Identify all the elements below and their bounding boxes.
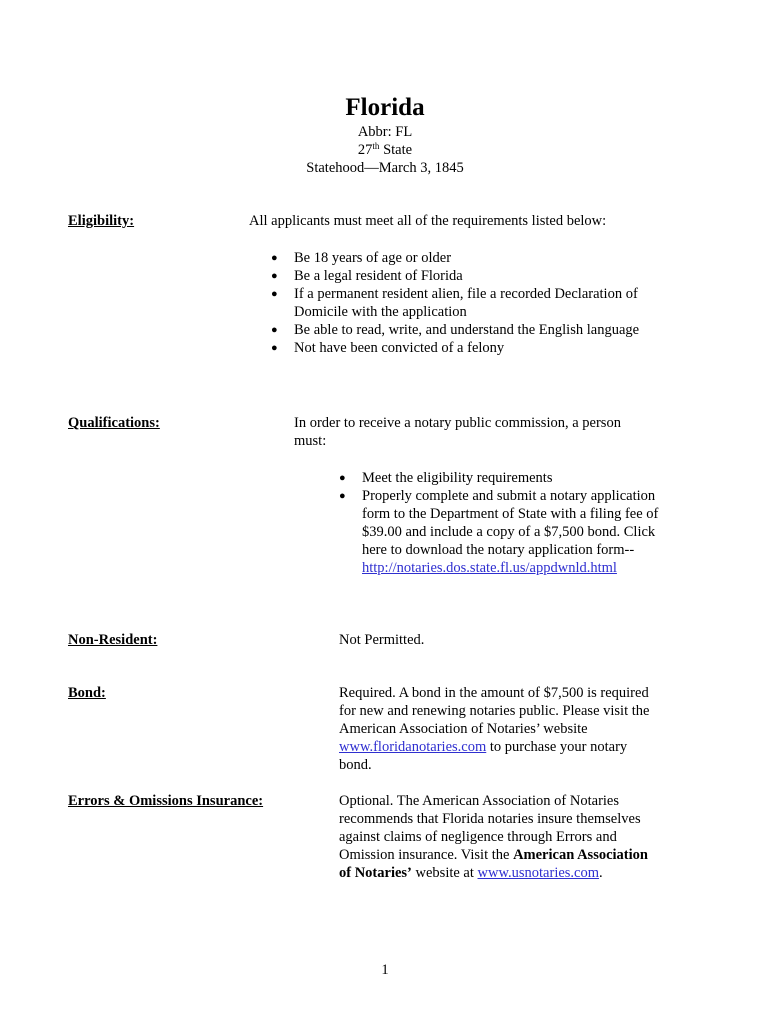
list-item xyxy=(271,267,671,285)
list-item-text: Be able to read, write, and understand the English language xyxy=(294,322,640,338)
list-item xyxy=(271,285,671,321)
list-item-text: If a permanent resident alien, file a recorded Declaration of Domicile with the application xyxy=(294,286,638,320)
non-resident-text: Not Permitted. xyxy=(339,632,425,648)
eo-text-after: . xyxy=(599,865,603,881)
state-abbreviation: Abbr: FL xyxy=(357,124,413,140)
page-title: Florida xyxy=(345,94,425,121)
eligibility-intro: All applicants must meet all of the requirements listed below: xyxy=(249,213,607,229)
qualifications-label: Qualifications: xyxy=(68,415,160,431)
list-item-text: Meet the eligibility requirements xyxy=(362,470,553,486)
bullet-icon: ● xyxy=(271,288,278,300)
list-item xyxy=(271,339,671,357)
bond-label: Bond: xyxy=(68,685,106,701)
bullet-icon: ● xyxy=(271,270,278,282)
bond-text-before: Required. A bond in the amount of $7,500 is required for new and renewing notaries public. Please visit the American Association of Notaries’ website xyxy=(339,685,650,737)
bond-text xyxy=(339,684,659,774)
list-item-text: Be a legal resident of Florida xyxy=(294,268,463,284)
state-order-suffix: th xyxy=(372,141,380,151)
qualifications-list xyxy=(339,469,659,577)
eo-text-before: Optional. The American Association of Notaries recommends that Florida notaries insure themselves against claims of negligence through Errors and Omission insurance. Visit the xyxy=(339,793,641,863)
eligibility-list xyxy=(271,249,671,357)
list-item xyxy=(271,249,671,267)
bullet-icon: ● xyxy=(339,490,346,502)
bullet-icon: ● xyxy=(271,324,278,336)
list-item xyxy=(271,321,671,339)
eo-insurance-text xyxy=(339,792,659,882)
eo-insurance-label: Errors & Omissions Insurance: xyxy=(68,793,264,809)
bullet-icon: ● xyxy=(339,472,346,484)
eligibility-label: Eligibility: xyxy=(68,213,135,229)
bond-text-after: to purchase your notary bond. xyxy=(339,739,628,773)
non-resident-label: Non-Resident: xyxy=(68,632,158,648)
state-order xyxy=(0,141,770,159)
application-form-link[interactable]: http://notaries.dos.state.fl.us/appdwnld.html xyxy=(362,560,617,576)
document-header xyxy=(0,93,770,177)
aan-name: American Association of Notaries’ xyxy=(339,847,648,881)
page-number: 1 xyxy=(381,962,389,978)
floridanotaries-link[interactable]: www.floridanotaries.com xyxy=(339,739,487,755)
list-item-text: Not have been convicted of a felony xyxy=(294,340,505,356)
usnotaries-link[interactable]: www.usnotaries.com xyxy=(477,865,600,881)
list-item xyxy=(339,469,659,487)
statehood-date: Statehood—March 3, 1845 xyxy=(306,160,464,176)
qualifications-intro: In order to receive a notary public commission, a person must: xyxy=(294,415,621,449)
list-item-text: Be 18 years of age or older xyxy=(294,250,452,266)
list-item xyxy=(339,487,659,577)
state-order-rest: State xyxy=(379,142,413,158)
bullet-icon: ● xyxy=(271,252,278,264)
state-order-number: 27 xyxy=(357,142,373,158)
list-item-text: Properly complete and submit a notary application form to the Department of State with a filing fee of $39.00 and include a copy of a $7,500 bond. Click here to download the notary application form-- xyxy=(362,488,659,558)
eo-text-middle: website at xyxy=(411,865,478,881)
bullet-icon: ● xyxy=(271,342,278,354)
